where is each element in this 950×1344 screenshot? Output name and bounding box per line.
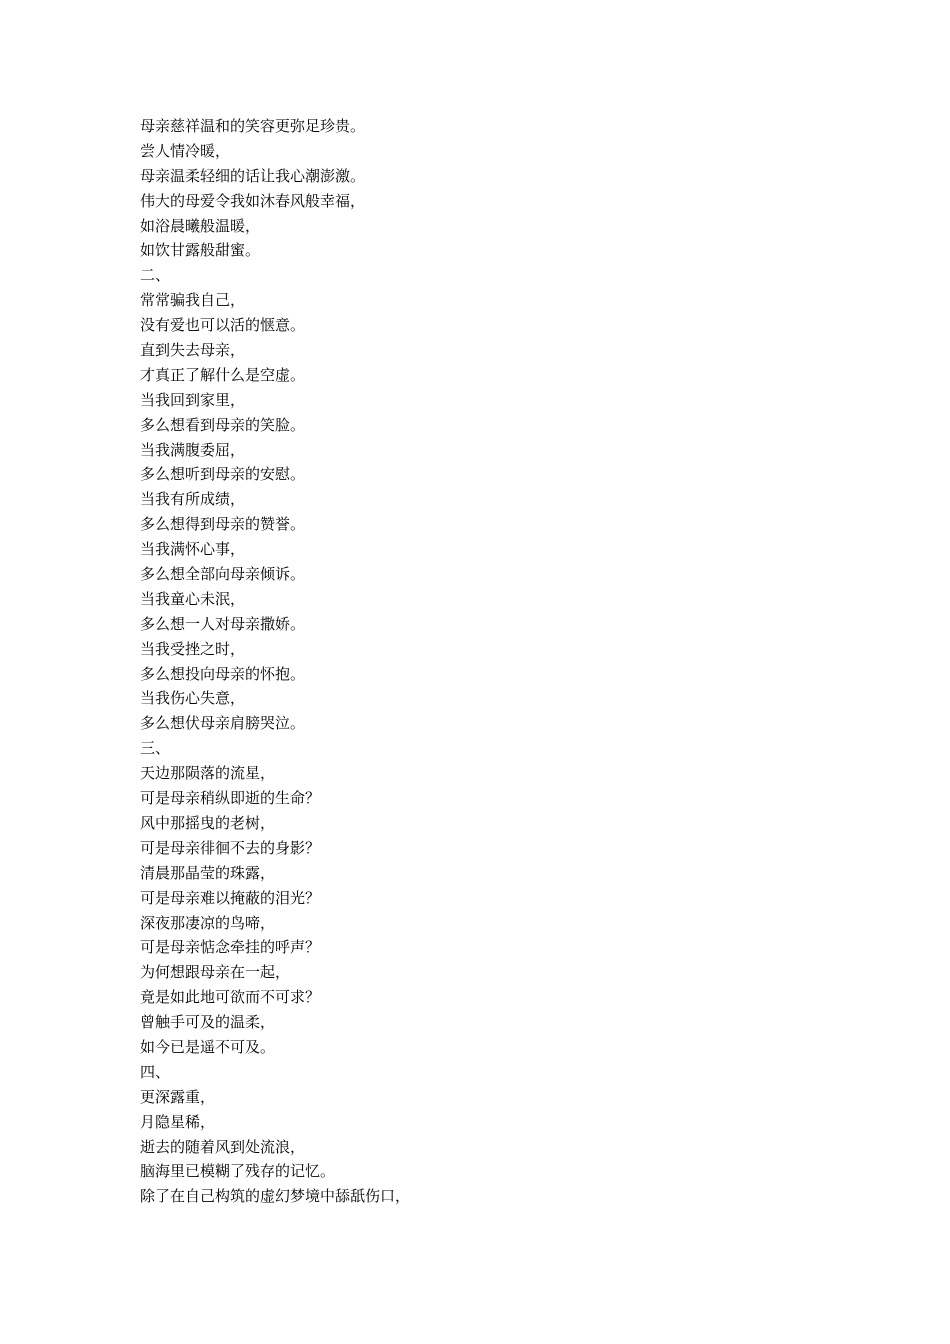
text-line: 当我回到家里， bbox=[140, 390, 246, 409]
text-line: 母亲温柔轻细的话让我心潮澎激。 bbox=[140, 166, 366, 185]
text-line: 曾触手可及的温柔， bbox=[140, 1013, 276, 1032]
text-line: 当我童心未泯， bbox=[140, 589, 246, 608]
text-line: 如饮甘露般甜蜜。 bbox=[140, 241, 261, 260]
text-line: 常常骗我自己， bbox=[140, 291, 246, 310]
text-line: 多么想伏母亲肩膀哭泣。 bbox=[140, 714, 306, 733]
text-line: 可是母亲徘徊不去的身影？ bbox=[140, 838, 321, 857]
text-line: 四、 bbox=[140, 1062, 171, 1081]
text-line: 当我有所成绩， bbox=[140, 490, 246, 509]
text-line: 月隐星稀， bbox=[140, 1112, 216, 1131]
text-line: 天边那陨落的流星， bbox=[140, 764, 276, 783]
text-line: 当我满怀心事， bbox=[140, 540, 246, 559]
text-line: 尝人情冷暖， bbox=[140, 141, 231, 160]
text-line: 没有爱也可以活的惬意。 bbox=[140, 316, 306, 335]
text-line: 二、 bbox=[140, 266, 171, 285]
text-line: 伟大的母爱令我如沐春风般幸福， bbox=[140, 191, 366, 210]
text-line: 当我伤心失意， bbox=[140, 689, 246, 708]
text-line: 才真正了解什么是空虚。 bbox=[140, 365, 306, 384]
text-line: 多么想得到母亲的赞誉。 bbox=[140, 515, 306, 534]
text-line: 为何想跟母亲在一起， bbox=[140, 963, 291, 982]
text-line: 可是母亲稍纵即逝的生命？ bbox=[140, 789, 321, 808]
text-line: 脑海里已模糊了残存的记忆。 bbox=[140, 1162, 336, 1181]
text-line: 清晨那晶莹的珠露， bbox=[140, 863, 276, 882]
text-line: 多么想一人对母亲撒娇。 bbox=[140, 614, 306, 633]
text-line: 如浴晨曦般温暖， bbox=[140, 216, 261, 235]
text-line: 如今已是遥不可及。 bbox=[140, 1037, 276, 1056]
text-line: 当我满腹委屈， bbox=[140, 440, 246, 459]
text-line: 竟是如此地可欲而不可求？ bbox=[140, 988, 321, 1007]
text-line: 母亲慈祥温和的笑容更弥足珍贵。 bbox=[140, 117, 366, 135]
text-line: 直到失去母亲， bbox=[140, 341, 246, 360]
text-line: 多么想投向母亲的怀抱。 bbox=[140, 664, 306, 683]
text-line: 多么想听到母亲的安慰。 bbox=[140, 465, 306, 484]
text-line: 当我受挫之时， bbox=[140, 639, 246, 658]
text-line: 可是母亲难以掩蔽的泪光？ bbox=[140, 888, 321, 907]
text-line: 多么想全部向母亲倾诉。 bbox=[140, 565, 306, 584]
text-line: 深夜那凄凉的鸟啼， bbox=[140, 913, 276, 932]
text-line: 多么想看到母亲的笑脸。 bbox=[140, 415, 306, 434]
text-line: 除了在自己构筑的虚幻梦境中舔舐伤口， bbox=[140, 1187, 411, 1206]
text-line: 可是母亲惦念牵挂的呼声？ bbox=[140, 938, 321, 957]
text-line: 风中那摇曳的老树， bbox=[140, 813, 276, 832]
text-line: 更深露重， bbox=[140, 1087, 216, 1106]
poem-text bbox=[140, 114, 840, 1209]
text-line: 逝去的随着风到处流浪， bbox=[140, 1137, 306, 1156]
text-line: 三、 bbox=[140, 739, 171, 758]
